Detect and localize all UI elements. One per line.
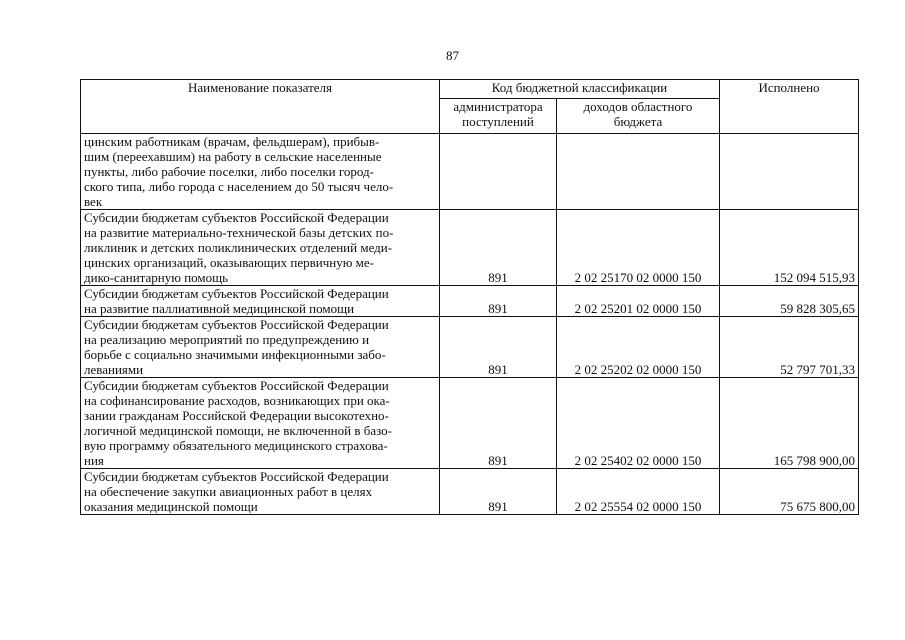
income-code-cell: 2 02 25554 02 0000 150 <box>557 469 720 515</box>
admin-code-cell: 891 <box>440 286 557 317</box>
indicator-name-line: дико-санитарную помощь <box>84 270 229 285</box>
executed-amount-cell: 59 828 305,65 <box>720 286 859 317</box>
executed-amount-cell: 75 675 800,00 <box>720 469 859 515</box>
indicator-name-line: на реализацию мероприятий по предупреждению и <box>84 332 370 347</box>
income-code-cell: 2 02 25170 02 0000 150 <box>557 210 720 286</box>
indicator-name-line: шим (переехавшим) на работу в сельские населенные <box>84 149 382 164</box>
indicator-name-cell <box>81 317 440 378</box>
indicator-name-line: цинских организаций, оказывающих первичную ме- <box>84 255 374 270</box>
indicator-name-line: зании гражданам Российской Федерации высокотехно- <box>84 408 389 423</box>
income-code-cell: 2 02 25201 02 0000 150 <box>557 286 720 317</box>
table-row <box>81 469 859 515</box>
indicator-name-line: Субсидии бюджетам субъектов Российской Федерации <box>84 378 389 393</box>
indicator-name-line: век <box>84 194 103 209</box>
table-row <box>81 317 859 378</box>
header-admin: администратора поступлений <box>440 99 557 134</box>
header-row <box>81 80 859 99</box>
indicator-name-line: Субсидии бюджетам субъектов Российской Федерации <box>84 469 389 484</box>
indicator-name-line: на обеспечение закупки авиационных работ в целях <box>84 484 373 499</box>
indicator-name-line: пункты, либо рабочие поселки, либо поселки город- <box>84 164 374 179</box>
indicator-name-line: логичной медицинской помощи, не включенной в базо- <box>84 423 393 438</box>
header-executed: Исполнено <box>720 80 859 134</box>
table-row <box>81 134 859 210</box>
indicator-name-line: ния <box>84 453 104 468</box>
indicator-name-cell <box>81 210 440 286</box>
admin-code-cell: 891 <box>440 210 557 286</box>
indicator-name-cell <box>81 134 440 210</box>
header-name: Наименование показателя <box>81 80 440 134</box>
indicator-name-line: леваниями <box>84 362 144 377</box>
indicator-name-line: ликлиник и детских поликлинических отделений меди- <box>84 240 393 255</box>
executed-amount-cell: 52 797 701,33 <box>720 317 859 378</box>
indicator-name-line: вую программу обязательного медицинского страхова- <box>84 438 388 453</box>
table-row <box>81 378 859 469</box>
indicator-name-line: ского типа, либо города с населением до 50 тысяч чело- <box>84 179 394 194</box>
indicator-name-line: на развитие паллиативной медицинской помощи <box>84 301 355 316</box>
indicator-name-line: цинским работникам (врачам, фельдшерам), прибыв- <box>84 134 380 149</box>
indicator-name-line: оказания медицинской помощи <box>84 499 258 514</box>
indicator-name-cell <box>81 378 440 469</box>
executed-amount-cell: 152 094 515,93 <box>720 210 859 286</box>
admin-code-cell <box>440 134 557 210</box>
budget-table <box>80 79 859 515</box>
page-number: 87 <box>446 48 459 63</box>
indicator-name-line: борьбе с социально значимыми инфекционными забо- <box>84 347 386 362</box>
admin-code-cell: 891 <box>440 469 557 515</box>
admin-code-cell: 891 <box>440 317 557 378</box>
indicator-name-line: Субсидии бюджетам субъектов Российской Федерации <box>84 317 389 332</box>
header-code-group: Код бюджетной классификации <box>440 80 720 99</box>
indicator-name-cell <box>81 469 440 515</box>
table-body <box>81 134 859 515</box>
indicator-name-line: Субсидии бюджетам субъектов Российской Федерации <box>84 286 389 301</box>
executed-amount-cell: 165 798 900,00 <box>720 378 859 469</box>
admin-code-cell: 891 <box>440 378 557 469</box>
indicator-name-line: на софинансирование расходов, возникающих при ока- <box>84 393 390 408</box>
indicator-name-line: Субсидии бюджетам субъектов Российской Федерации <box>84 210 389 225</box>
indicator-name-line: на развитие материально-технической базы детских по- <box>84 225 394 240</box>
table-row <box>81 286 859 317</box>
header-income: доходов областного бюджета <box>557 99 720 134</box>
income-code-cell: 2 02 25402 02 0000 150 <box>557 378 720 469</box>
executed-amount-cell <box>720 134 859 210</box>
income-code-cell <box>557 134 720 210</box>
table-row <box>81 210 859 286</box>
income-code-cell: 2 02 25202 02 0000 150 <box>557 317 720 378</box>
indicator-name-cell <box>81 286 440 317</box>
